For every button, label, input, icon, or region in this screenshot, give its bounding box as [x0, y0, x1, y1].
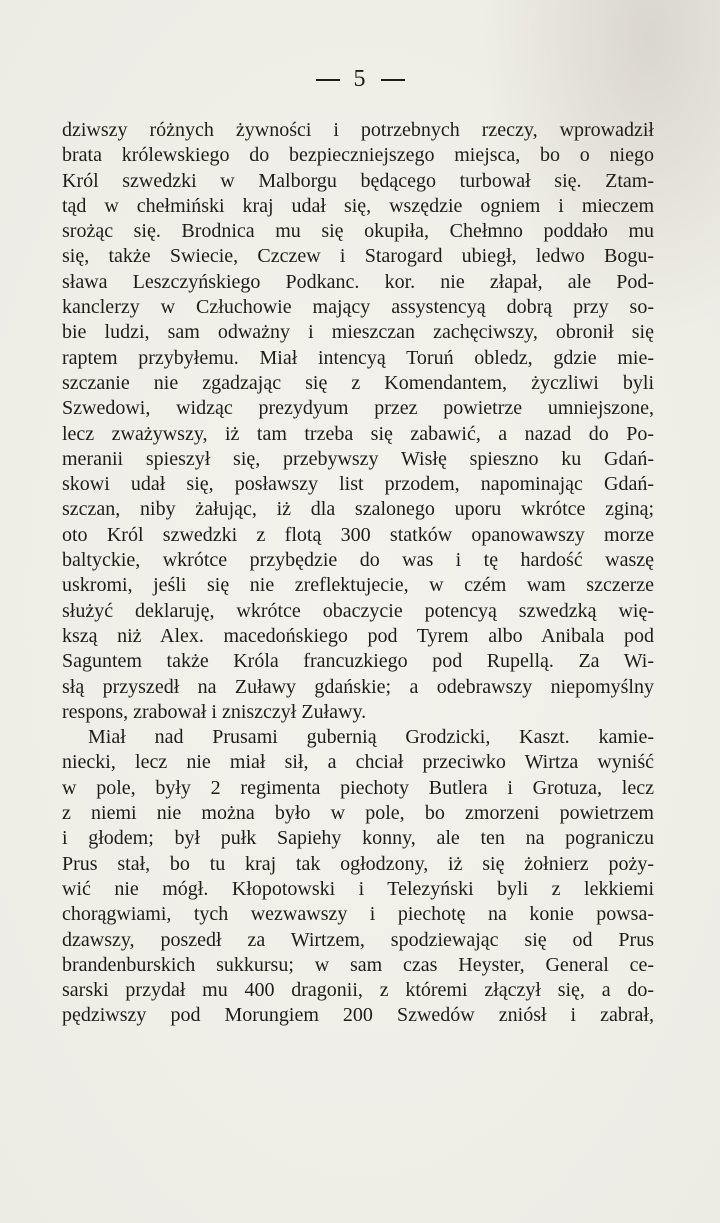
text-line: bie ludzi, sam odważny i mieszczan zachęciwszy, obronił się [62, 321, 654, 344]
text-line: dzawszy, poszedł za Wirtzem, spodziewając się od Prus [62, 928, 654, 951]
text-line: uskromi, jeśli się nie zreflektujecie, w czém wam szczerze [62, 574, 654, 597]
text-line: srożąc się. Brodnica mu się okupiła, Chełmno poddało mu [62, 220, 654, 243]
text-line: wić nie mógł. Kłopotowski i Telezyński byli z lekkiemi [62, 877, 654, 900]
text-line: skowi udał się, posławszy list przodem, napominając Gdań- [62, 473, 654, 496]
text-line: szczanie nie zgadzając się z Komendantem, życzliwi byli [62, 371, 654, 394]
text-line: baltyckie, wkrótce przybędzie do was i tę hardość waszę [62, 549, 654, 572]
text-line: służyć deklaruję, wkrótce obaczycie potencyą szwedzką wię- [62, 599, 654, 622]
text-line: kszą niż Alex. macedońskiego pod Tyrem albo Anibala pod [62, 624, 654, 647]
text-line: z niemi nie można było w pole, bo zmorzeni powietrzem [62, 802, 654, 825]
page-number [0, 66, 720, 93]
text-line: Saguntem także Króla francuzkiego pod Rupellą. Za Wi- [62, 650, 654, 673]
text-line: Król szwedzki w Malborgu będącego turbował się. Ztam- [62, 169, 654, 192]
body-text [62, 118, 654, 1029]
page-number-value: 5 [353, 66, 367, 92]
text-line: dziwszy różnych żywności i potrzebnych rzeczy, wprowadził [62, 119, 654, 141]
paragraph-1 [62, 118, 654, 725]
text-line: szczan, niby żałując, iż dla szalonego uporu wkrótce zginą; [62, 498, 654, 521]
text-line: słą przyszedł na Zuławy gdańskie; a odebrawszy niepomyślny [62, 675, 654, 698]
text-line: brata królewskiego do bezpieczniejszego miejsca, bo o niego [62, 144, 654, 167]
text-line: niecki, lecz nie miał sił, a chciał przeciwko Wirtza wyniść [62, 751, 654, 774]
text-line: meranii spieszył się, przebywszy Wisłę spieszno ku Gdań- [62, 447, 654, 470]
text-line: tąd w chełmiński kraj udał się, wszędzie ogniem i mieczem [62, 194, 654, 217]
text-line: lecz zważywszy, iż tam trzeba się zabawić, a nazad do Po- [62, 422, 654, 445]
text-line: raptem przybyłemu. Miał intencyą Toruń obledz, gdzie mie- [62, 346, 654, 369]
paragraph-2 [62, 725, 654, 1029]
text-line: chorągwiami, tych wezwawszy i piechotę na konie powsa- [62, 903, 654, 926]
text-line: sława Leszczyńskiego Podkanc. kor. nie złapał, ale Pod- [62, 270, 654, 293]
text-line: się, także Swiecie, Czczew i Starogard ubiegł, ledwo Bogu- [62, 245, 654, 268]
text-line: w pole, były 2 regimenta piechoty Butlera i Grotuza, lecz [62, 776, 654, 799]
text-line: brandenburskich sukkursu; w sam czas Heyster, General ce- [62, 953, 654, 976]
text-line: Szwedowi, widząc prezydyum przez powietrze umniejszone, [62, 397, 654, 420]
text-line: i głodem; był pułk Sapiehy konny, ale ten na pograniczu [62, 827, 654, 850]
text-line: sarski przydał mu 400 dragonii, z któremi złączył się, a do- [62, 979, 654, 1002]
text-line: pędziwszy pod Morungiem 200 Szwedów zniósł i zabrał, [62, 1004, 654, 1027]
text-line: respons, zrabował i zniszczył Zuławy. [62, 700, 367, 723]
text-line: Miał nad Prusami gubernią Grodzicki, Kaszt. kamie- [88, 726, 654, 749]
text-line: kanclerzy w Człuchowie mający assystencyą dobrą przy so- [62, 296, 654, 319]
page-number-dash-left [316, 79, 340, 81]
page-number-dash-right [381, 79, 405, 81]
text-line: Prus stał, bo tu kraj tak ogłodzony, iż się żołnierz poży- [62, 852, 654, 875]
text-line: oto Król szwedzki z flotą 300 statków opanowawszy morze [62, 523, 654, 546]
